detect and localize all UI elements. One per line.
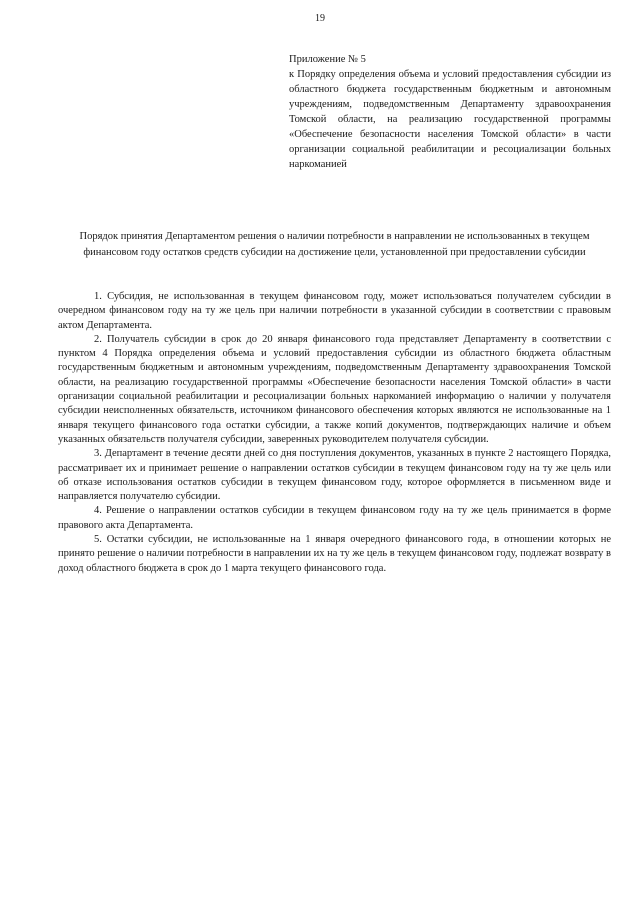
paragraph-2: 2. Получатель субсидии в срок до 20 января финансового года представляет Департаменту в соответствии с пунктом 4 Порядка определения объема и условий предоставления субсидии из областного бюджета областным государственным бюджетным и автономным учреждениям, подведомственным Департаменту здравоохранения Томской области, на реализацию государственной программы «Обеспечение безопасности населения Томской области» в части организации социальной реабилитации и ресоциализации больных наркоманией информацию о наличии у получателя субсидии неисполненных обязательств, источником финансового обеспечения которых являются не использованные на 1 января текущего финансового года остатки субсидии, а также копий документов, подтверждающих наличие и объем указанных обязательств получателя субсидии, заверенных руководителем получателя субсидии. xyxy=(58,333,611,445)
appendix-block xyxy=(289,52,611,172)
document-title: Порядок принятия Департаментом решения о наличии потребности в направлении не использованных в текущем финансовом году остатков средств субсидии на достижение цели, установленной при предоставлении субсидии xyxy=(79,231,590,258)
paragraph-1: 1. Субсидия, не использованная в текущем финансовом году, может использоваться получателем субсидии в очередном финансовом году на ту же цель при наличии потребности в указанной субсидии в соответствии с правовым актом Департамента. xyxy=(58,291,611,331)
page-number: 19 xyxy=(315,13,325,24)
paragraph-5: 5. Остатки субсидии, не использованные на 1 января очередного финансового года, в отношении которых не принято решение о наличии потребности в направлении их на ту же цель в текущем финансовом году, подлежат возврату в доход областного бюджета в срок до 1 марта текущего финансового года. xyxy=(58,534,611,574)
appendix-text: к Порядку определения объема и условий предоставления субсидии из областного бюджета государственным бюджетным и автономным учреждениям, подведомственным Департаменту здравоохранения Томской области, на реализацию государственной программы «Обеспечение безопасности населения Томской области» в части организации социальной реабилитации и ресоциализации больных наркоманией xyxy=(289,69,611,170)
paragraph-3: 3. Департамент в течение десяти дней со дня поступления документов, указанных в пункте 2 настоящего Порядка, рассматривает их и принимает решение о направлении остатков субсидии в текущем финансовом году на ту же цель или об отказе использования остатков субсидии в текущем финансовом году, которое оформляется в письменном виде и направляется получателю субсидии. xyxy=(58,448,611,503)
document-body xyxy=(58,290,611,576)
appendix-title: Приложение № 5 xyxy=(289,54,366,65)
paragraph-4: 4. Решение о направлении остатков субсидии в текущем финансовом году на ту же цель принимается в форме правового акта Департамента. xyxy=(58,505,611,531)
